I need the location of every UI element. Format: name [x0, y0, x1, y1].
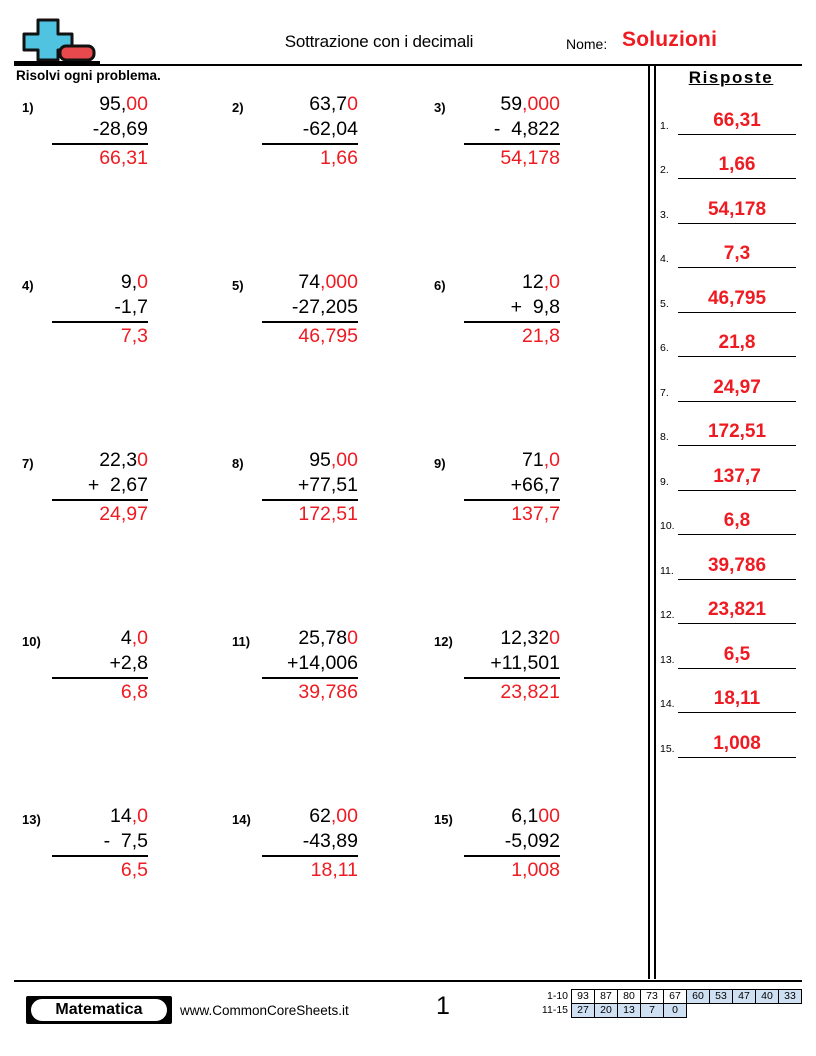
answer-row [660, 313, 802, 358]
answer-value[interactable]: 172,51 [678, 419, 796, 446]
answer-value[interactable]: 1,66 [678, 152, 796, 179]
minuend [262, 626, 358, 651]
minuend [464, 448, 560, 473]
problem-row [0, 448, 648, 626]
minuend-padded-zeros: ,0 [131, 805, 148, 827]
minuend-digits: 95, [99, 93, 127, 115]
operand: + 2,67 [87, 474, 148, 496]
answer-index: 4. [660, 253, 669, 265]
operand: +2,8 [109, 652, 148, 674]
problem-answer: 7,3 [52, 321, 148, 349]
minuend-digits: 6,1 [511, 805, 539, 827]
minuend-digits: 95 [309, 449, 331, 471]
score-cell: 40 [755, 989, 779, 1004]
problem-answer: 6,8 [52, 677, 148, 705]
problem-number: 3) [434, 100, 446, 115]
vertical-computation [464, 92, 560, 171]
vertical-computation [52, 804, 148, 883]
minuend-padded-zeros: 00 [538, 805, 560, 827]
operand: +11,501 [490, 652, 560, 674]
minuend-digits: 63,7 [309, 93, 348, 115]
answer-value[interactable]: 24,97 [678, 375, 796, 402]
answer-value[interactable]: 6,8 [678, 508, 796, 535]
website-url: www.CommonCoreSheets.it [180, 1003, 349, 1018]
minuend [262, 270, 358, 295]
problem-1 [8, 92, 218, 202]
problem-answer: 23,821 [464, 677, 560, 705]
answer-value[interactable]: 7,3 [678, 241, 796, 268]
problem-3 [420, 92, 630, 202]
minuend [464, 92, 560, 117]
minuend-padded-zeros: 00 [126, 93, 148, 115]
problem-2 [218, 92, 428, 202]
minuend-padded-zeros: ,0 [543, 271, 560, 293]
vertical-computation [262, 626, 358, 705]
name-label: Nome: [566, 36, 608, 52]
problem-number: 13) [22, 812, 41, 827]
minuend-padded-zeros: 0 [137, 271, 148, 293]
problem-number: 2) [232, 100, 244, 115]
problem-answer: 24,97 [52, 499, 148, 527]
answer-index: 15. [660, 742, 675, 755]
score-grid [530, 989, 802, 1018]
minuend-digits: 22,3 [99, 449, 138, 471]
problem-answer: 21,8 [464, 321, 560, 349]
problem-13 [8, 804, 218, 914]
answer-row [660, 268, 802, 313]
problem-answer: 137,7 [464, 499, 560, 527]
page-title: Sottrazione con i decimali [284, 32, 474, 51]
problem-9 [420, 448, 630, 558]
operand: +66,7 [510, 474, 560, 496]
answer-value[interactable]: 39,786 [678, 553, 796, 580]
score-row [530, 1003, 802, 1018]
answer-value[interactable]: 66,31 [678, 108, 796, 135]
minuend [262, 448, 358, 473]
brand-badge [26, 996, 172, 1024]
minuend-padded-zeros: 0 [347, 627, 358, 649]
operand: + 9,8 [510, 296, 560, 318]
answer-index: 9. [660, 475, 669, 488]
problem-grid [0, 92, 648, 982]
column-divider-right [654, 64, 656, 979]
minuend [52, 270, 148, 295]
answer-value[interactable]: 21,8 [678, 330, 796, 357]
problem-answer: 1,008 [464, 855, 560, 883]
score-cell: 47 [732, 989, 756, 1004]
answer-row [660, 580, 802, 625]
problem-answer: 18,11 [262, 855, 358, 883]
vertical-computation [262, 804, 358, 883]
operand: -43,89 [302, 830, 358, 852]
operand: - 7,5 [103, 830, 148, 852]
minuend [52, 626, 148, 651]
minuend [52, 804, 148, 829]
answer-row [660, 669, 802, 714]
answer-index: 2. [660, 164, 669, 176]
minuend [262, 92, 358, 117]
operand: -62,04 [302, 118, 358, 140]
answer-value[interactable]: 23,821 [678, 597, 796, 624]
minuend-padded-zeros: 0 [137, 449, 148, 471]
problem-answer: 66,31 [52, 143, 148, 171]
answer-value[interactable]: 18,11 [678, 686, 796, 713]
answer-row [660, 179, 802, 224]
minuend-digits: 4 [120, 627, 132, 649]
minuend [52, 92, 148, 117]
answer-value[interactable]: 6,5 [678, 642, 796, 669]
vertical-computation [262, 270, 358, 349]
problem-7 [8, 448, 218, 558]
answer-index: 11. [660, 564, 674, 577]
problem-number: 14) [232, 812, 251, 827]
answer-index: 10. [660, 520, 675, 532]
page-header [14, 16, 802, 66]
answer-index: 6. [660, 342, 669, 354]
problem-12 [420, 626, 630, 736]
answer-row [660, 446, 802, 491]
answer-index: 13. [660, 653, 675, 666]
operand: -1,7 [114, 296, 148, 318]
vertical-computation [52, 448, 148, 527]
problem-number: 11) [232, 634, 251, 649]
problem-row [0, 270, 648, 448]
score-cell: 27 [571, 1003, 595, 1018]
problem-number: 7) [22, 456, 34, 471]
answer-value[interactable]: 1,008 [678, 731, 796, 758]
answer-row [660, 713, 802, 758]
minuend-digits: 9, [120, 271, 138, 293]
answer-row [660, 535, 802, 580]
problem-14 [218, 804, 428, 914]
vertical-computation [52, 626, 148, 705]
answer-row [660, 624, 802, 669]
score-cell: 20 [594, 1003, 618, 1018]
problem-answer: 6,5 [52, 855, 148, 883]
score-cell: 53 [709, 989, 733, 1004]
minuend [464, 804, 560, 829]
answer-index: 8. [660, 431, 669, 443]
problem-6 [420, 270, 630, 380]
problem-8 [218, 448, 428, 558]
column-divider-left [648, 64, 650, 979]
score-cell: 87 [594, 989, 618, 1004]
problem-5 [218, 270, 428, 380]
problem-row [0, 804, 648, 982]
minuend-digits: 12,32 [500, 627, 550, 649]
problem-answer: 172,51 [262, 499, 358, 527]
answer-value[interactable]: 54,178 [678, 197, 796, 224]
vertical-computation [52, 270, 148, 349]
score-cell: 7 [640, 1003, 664, 1018]
score-cell: 60 [686, 989, 710, 1004]
minuend-padded-zeros: ,000 [320, 271, 358, 293]
page-footer [0, 982, 816, 1056]
operand: -27,205 [291, 296, 358, 318]
score-cell: 73 [640, 989, 664, 1004]
minuend-digits: 14 [110, 805, 132, 827]
minuend [464, 270, 560, 295]
problem-number: 6) [434, 278, 446, 293]
brand-label: Matematica [31, 999, 167, 1021]
minuend-padded-zeros: 0 [347, 93, 358, 115]
minuend-padded-zeros: ,00 [330, 449, 358, 471]
problem-number: 15) [434, 812, 453, 827]
problem-number: 5) [232, 278, 244, 293]
minuend-digits: 59 [500, 93, 523, 115]
vertical-computation [464, 804, 560, 883]
problem-11 [218, 626, 428, 736]
answer-row [660, 224, 802, 269]
problem-answer: 1,66 [262, 143, 358, 171]
vertical-computation [464, 270, 560, 349]
problem-15 [420, 804, 630, 914]
problem-10 [8, 626, 218, 736]
operand: -28,69 [92, 118, 148, 140]
problem-row [0, 92, 648, 270]
vertical-computation [262, 448, 358, 527]
operand: - 4,822 [493, 118, 560, 140]
answer-row [660, 357, 802, 402]
answer-index: 14. [660, 698, 675, 710]
score-cell: 93 [571, 989, 595, 1004]
score-range-label: 1-10 [546, 990, 568, 1002]
vertical-computation [464, 448, 560, 527]
minuend-padded-zeros: ,000 [522, 93, 560, 115]
vertical-computation [464, 626, 560, 705]
minuend-digits: 74 [298, 271, 321, 293]
operand: +14,006 [286, 652, 358, 674]
problem-number: 4) [22, 278, 34, 293]
answer-index: 7. [660, 386, 669, 399]
score-row [530, 989, 802, 1004]
minuend-digits: 62 [309, 805, 331, 827]
problem-number: 10) [22, 634, 41, 649]
header-divider [14, 64, 802, 66]
operand: +77,51 [297, 474, 358, 496]
minuend [52, 448, 148, 473]
name-value: Soluzioni [622, 28, 718, 51]
problem-4 [8, 270, 218, 380]
minuend-digits: 71 [522, 449, 544, 471]
answer-row [660, 491, 802, 536]
answer-row [660, 402, 802, 447]
minuend-padded-zeros: 0 [549, 627, 560, 649]
problem-answer: 39,786 [262, 677, 358, 705]
problem-answer: 54,178 [464, 143, 560, 171]
minuend-padded-zeros: ,00 [330, 805, 358, 827]
answer-row [660, 135, 802, 180]
problem-number: 8) [232, 456, 244, 471]
problem-row [0, 626, 648, 804]
page-number: 1 [436, 992, 450, 1020]
minuend [464, 626, 560, 651]
answer-value[interactable]: 137,7 [678, 464, 796, 491]
problem-number: 1) [22, 100, 34, 115]
vertical-computation [262, 92, 358, 171]
score-cell: 13 [617, 1003, 641, 1018]
answer-value[interactable]: 46,795 [678, 286, 796, 313]
score-cell: 80 [617, 989, 641, 1004]
answers-title: Risposte [688, 68, 774, 87]
problem-answer: 46,795 [262, 321, 358, 349]
plus-minus-logo-icon [14, 16, 100, 64]
instruction-text: Risolvi ogni problema. [16, 68, 161, 83]
vertical-computation [52, 92, 148, 171]
answer-column [660, 68, 802, 758]
problem-number: 12) [434, 634, 453, 649]
answer-index: 1. [660, 119, 669, 132]
minuend-digits: 12 [522, 271, 544, 293]
minuend-padded-zeros: ,0 [543, 449, 560, 471]
minuend [262, 804, 358, 829]
problem-number: 9) [434, 456, 446, 471]
score-cell: 33 [778, 989, 802, 1004]
answer-index: 12. [660, 609, 675, 621]
answer-index: 3. [660, 208, 669, 221]
minuend-digits: 25,78 [298, 627, 348, 649]
answer-index: 5. [660, 297, 669, 310]
score-cell: 67 [663, 989, 687, 1004]
score-range-label: 11-15 [541, 1004, 568, 1016]
score-cell: 0 [663, 1003, 687, 1018]
answer-row [660, 90, 802, 135]
minuend-padded-zeros: ,0 [131, 627, 148, 649]
operand: -5,092 [504, 830, 560, 852]
